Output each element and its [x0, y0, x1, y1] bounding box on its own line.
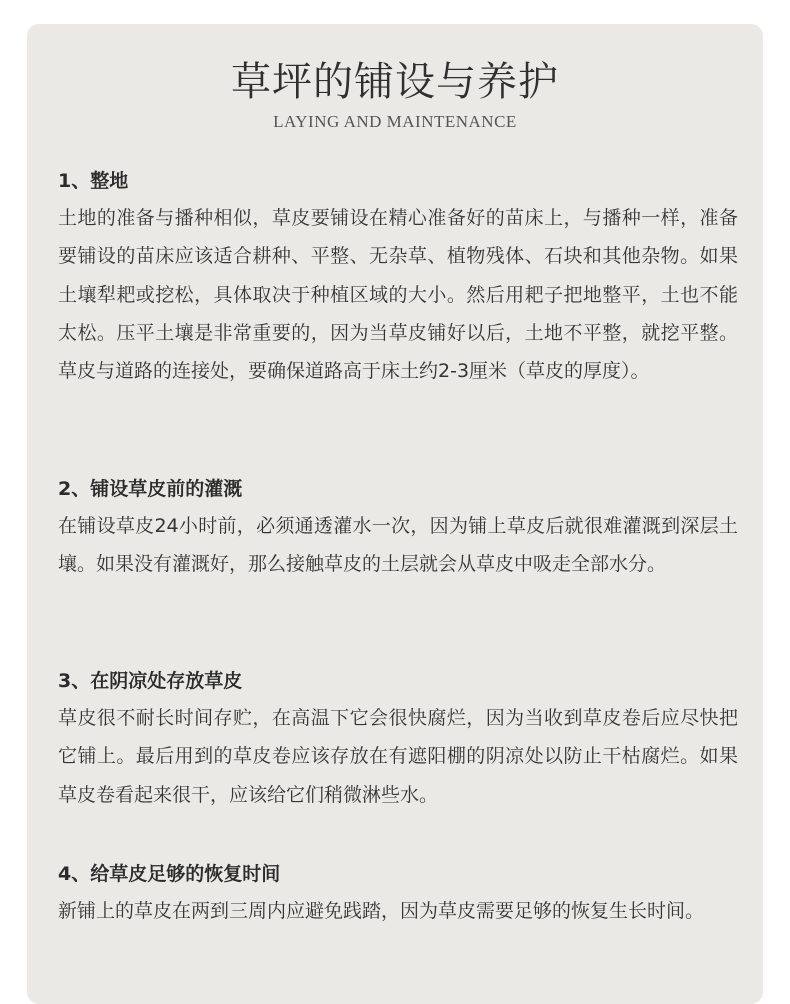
page-title: 草坪的铺设与养护: [231, 59, 559, 105]
section-recovery-time: [58, 861, 738, 930]
section-body: 新铺上的草皮在两到三周内应避免践踏，因为草皮需要足够的恢复生长时间。: [58, 900, 705, 922]
section-heading: 1、整地: [58, 170, 129, 192]
section-heading: 3、在阴凉处存放草皮: [58, 670, 243, 692]
section-heading: 2、铺设草皮前的灌溉: [58, 478, 243, 500]
page-subtitle: LAYING AND MAINTENANCE: [273, 112, 517, 131]
section-body: 在铺设草皮24小时前，必须通透灌水一次，因为铺上草皮后就很难灌溉到深层土壤。如果没有灌溉好，那么接触草皮的土层就会从草皮中吸走全部水分。: [58, 515, 738, 576]
section-body: 土地的准备与播种相似，草皮要铺设在精心准备好的苗床上，与播种一样，准备要铺设的苗床应该适合耕种、平整、无杂草、植物残体、石块和其他杂物。如果土壤犁耙或挖松，具体取决于种植区域的大小。然后用耙子把地整平，土也不能太松。压平土壤是非常重要的，因为当草皮铺好以后，土地不平整，就挖平整。草皮与道路的连接处，要确保道路高于床土约2-3厘米（草皮的厚度）。: [58, 207, 738, 383]
section-shade-storage: [58, 668, 738, 814]
section-pre-irrigation: [58, 476, 738, 584]
section-heading: 4、给草皮足够的恢复时间: [58, 863, 281, 885]
section-body: 草皮很不耐长时间存贮，在高温下它会很快腐烂，因为当收到草皮卷后应尽快把它铺上。最后用到的草皮卷应该存放在有遮阳棚的阴凉处以防止干枯腐烂。如果草皮卷看起来很干，应该给它们稍微淋些水。: [58, 707, 738, 806]
section-site-preparation: [58, 168, 738, 390]
